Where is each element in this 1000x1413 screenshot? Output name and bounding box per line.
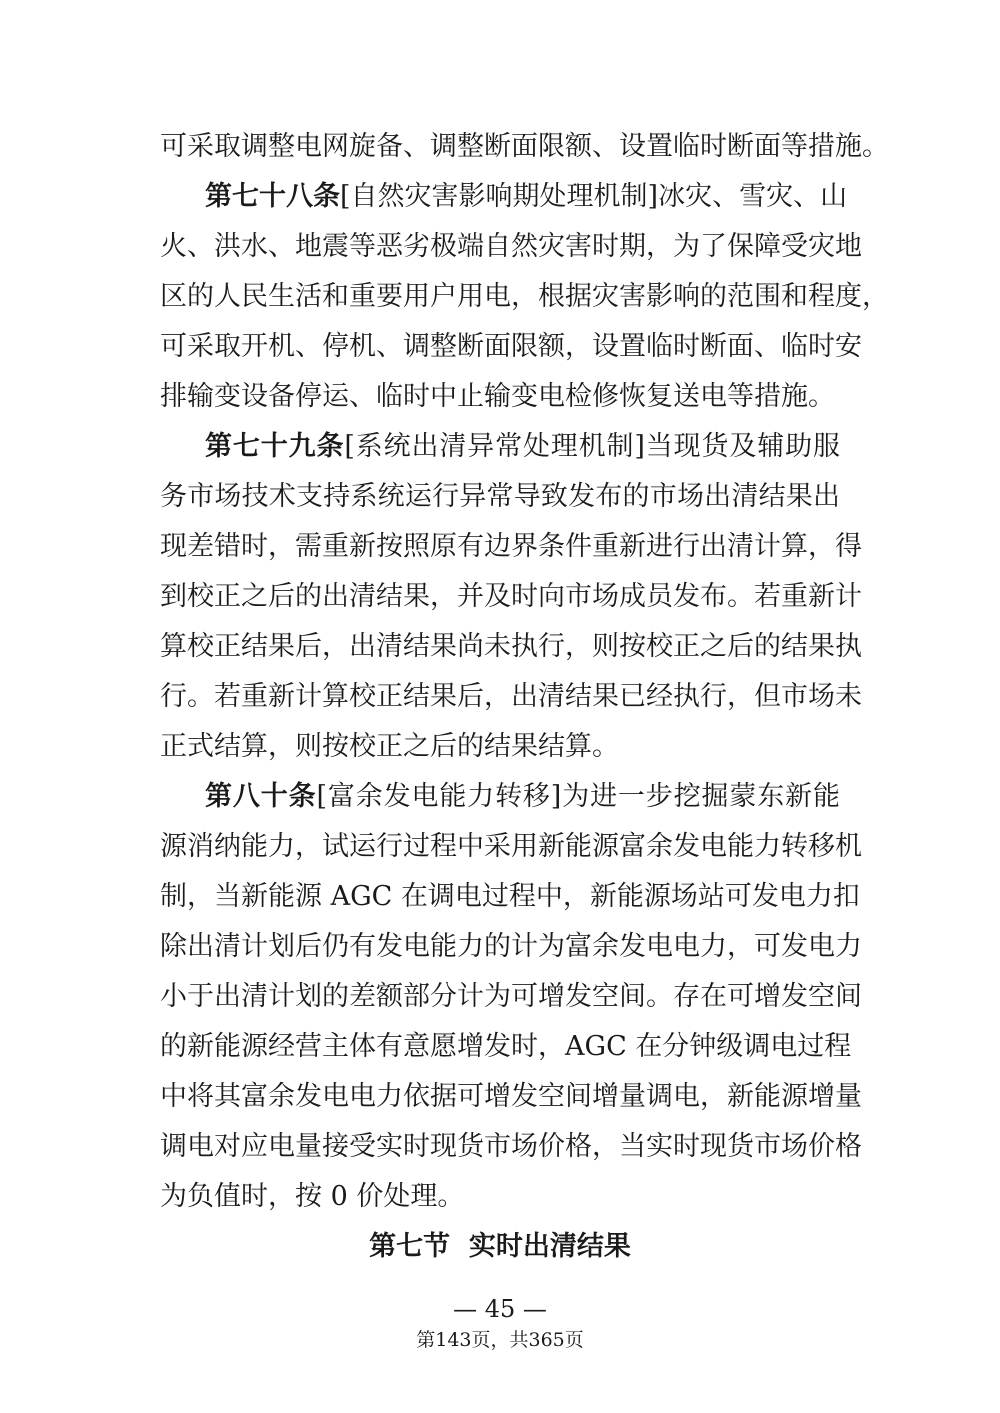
text-line: 调电对应电量接受实时现货市场价格，当实时现货市场价格 — [160, 1131, 862, 1162]
article-80-title: 第八十条 — [205, 781, 317, 812]
section-heading: 第七节 实时出清结果 — [369, 1231, 631, 1262]
page-info: 第143页，共365页 — [416, 1329, 584, 1351]
text-line: 排输变设备停运、临时中止输变电检修恢复送电等措施。 — [160, 381, 835, 412]
article-78-first-line — [205, 180, 848, 214]
text-line: 到校正之后的出清结果，并及时向市场成员发布。若重新计 — [160, 581, 862, 612]
page-number: — 45 — — [453, 1295, 547, 1323]
text-line: [富余发电能力转移]为进一步挖掘蒙东新能 — [316, 781, 840, 812]
text-line: 除出清计划后仍有发电能力的计为富余发电电力，可发电力 — [160, 931, 862, 962]
text-line: 算校正结果后，出清结果尚未执行，则按校正之后的结果执 — [160, 631, 862, 662]
article-80-first-line — [205, 780, 840, 814]
text-line: 源消纳能力，试运行过程中采用新能源富余发电能力转移机 — [160, 831, 862, 862]
text-line: [自然灾害影响期处理机制]冰灾、雪灾、山 — [340, 181, 848, 212]
article-79-first-line — [205, 430, 840, 464]
text-line: 区的人民生活和重要用户用电，根据灾害影响的范围和程度， — [160, 281, 889, 312]
text-line: 为负值时，按 0 价处理。 — [160, 1181, 465, 1212]
text-line: 可采取开机、停机、调整断面限额，设置临时断面、临时安 — [160, 331, 862, 362]
text-line: 行。若重新计算校正结果后，出清结果已经执行，但市场未 — [160, 681, 862, 712]
text-line: 的新能源经营主体有意愿增发时，AGC 在分钟级调电过程 — [160, 1031, 852, 1062]
text-line: 小于出清计划的差额部分计为可增发空间。存在可增发空间 — [160, 981, 862, 1012]
text-line: 制，当新能源 AGC 在调电过程中，新能源场站可发电力扣 — [160, 881, 860, 912]
text-line: 可采取调整电网旋备、调整断面限额、设置临时断面等措施。 — [160, 131, 889, 162]
article-78-title: 第七十八条 — [205, 181, 340, 212]
text-line: 火、洪水、地震等恶劣极端自然灾害时期，为了保障受灾地 — [160, 231, 862, 262]
article-79-title: 第七十九条 — [205, 431, 345, 462]
text-line: 中将其富余发电电力依据可增发空间增量调电，新能源增量 — [160, 1081, 862, 1112]
text-line: [系统出清异常处理机制]当现货及辅助服 — [344, 431, 841, 462]
text-line: 现差错时，需重新按照原有边界条件重新进行出清计算，得 — [160, 531, 862, 562]
text-line: 务市场技术支持系统运行异常导致发布的市场出清结果出 — [160, 481, 840, 512]
text-line: 正式结算，则按校正之后的结果结算。 — [160, 731, 619, 762]
